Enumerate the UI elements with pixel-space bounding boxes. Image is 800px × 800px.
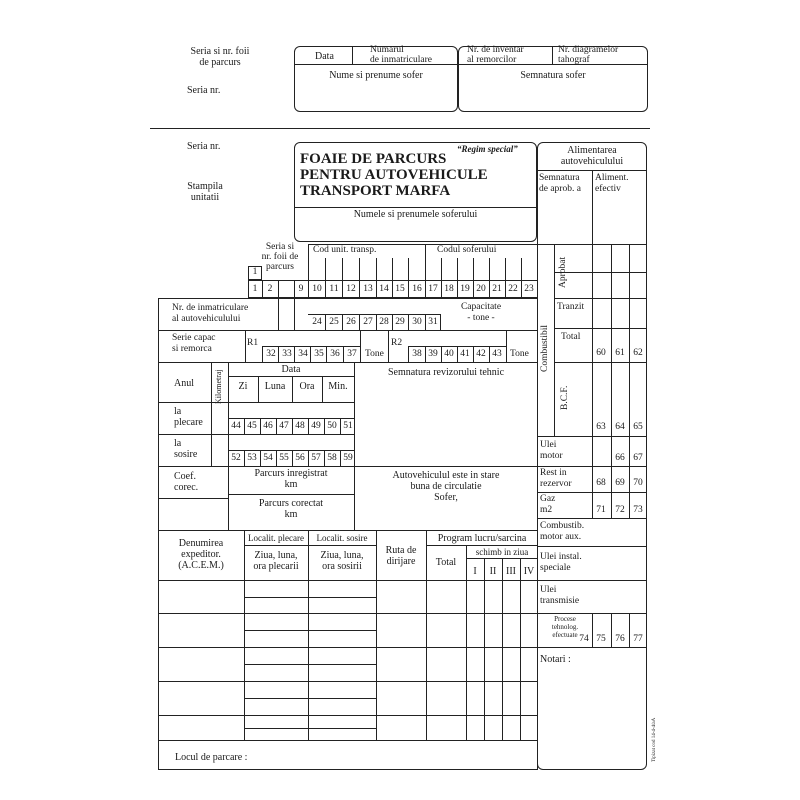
top-data-label: Data xyxy=(315,51,334,62)
cell-36: 36 xyxy=(330,349,340,359)
top-nr-diag-line2: tahograf xyxy=(558,55,590,65)
loc-plecare-label: Localit. plecare xyxy=(248,533,304,543)
cell-42: 42 xyxy=(476,349,486,359)
gaz-line2: m2 xyxy=(540,505,553,515)
stare-line3: Sofer, xyxy=(434,492,458,503)
schimb-II: II xyxy=(489,566,497,577)
la-sosire-line1: la xyxy=(174,438,182,449)
cell-23: 23 xyxy=(524,284,534,294)
tone-label-2: Tone xyxy=(510,349,529,359)
la-plecare-line1: la xyxy=(174,406,182,417)
cell-9: 9 xyxy=(298,284,304,294)
capacitate-line2: - tone - xyxy=(467,313,495,323)
ziua-plecarii-line2: ora plecarii xyxy=(253,561,299,572)
cell-24: 24 xyxy=(312,317,322,327)
seria-foii-grid-label xyxy=(257,242,303,272)
cod-unit-label: Cod unit. transp. xyxy=(313,245,377,255)
serie-capac-line1: Serie capac xyxy=(172,333,216,343)
cell-20: 20 xyxy=(476,284,486,294)
tone-label-1: Tone xyxy=(365,349,384,359)
la-sosire-line2: sosire xyxy=(174,449,198,460)
schimb-I: I xyxy=(473,566,477,577)
cell-66: 66 xyxy=(615,453,625,463)
procese-line1: Procese xyxy=(554,615,576,623)
denumirea-line3: (A.C.E.M.) xyxy=(178,560,224,571)
kilometraj-label: Kilometraj xyxy=(214,369,223,404)
grid-seria-line3: parcurs xyxy=(266,262,294,272)
cell-62: 62 xyxy=(633,348,643,358)
cell-17: 17 xyxy=(428,284,438,294)
coef-label xyxy=(174,471,198,493)
cell-74: 74 xyxy=(579,634,589,644)
aliment-line1: Aliment. xyxy=(595,173,629,183)
cell-69: 69 xyxy=(615,478,625,488)
ulei-instal-line1: Ulei instal. xyxy=(540,552,582,562)
cell-64: 64 xyxy=(615,422,625,432)
cell-38: 38 xyxy=(412,349,422,359)
comb-aux-label xyxy=(540,521,584,543)
grid-seria-line2: nr. foii de xyxy=(261,252,299,262)
ulei-trans-label xyxy=(540,585,579,607)
cell-32: 32 xyxy=(266,349,276,359)
ulei-instal-label xyxy=(540,552,582,574)
stare-line2: buna de circulatie xyxy=(410,481,482,492)
cell-13: 13 xyxy=(363,284,373,294)
nr-inm-line2: al autovehiculului xyxy=(172,314,241,324)
separator-line xyxy=(150,128,650,129)
cell-31: 31 xyxy=(428,317,438,327)
cell-49: 49 xyxy=(311,421,321,431)
schimb-IV: IV xyxy=(523,566,535,577)
coef-line1: Coef. xyxy=(174,471,196,482)
semn-aprob-line2: de aprob. a xyxy=(539,184,581,194)
ulei-motor-line2: motor xyxy=(540,451,563,461)
cell-2: 2 xyxy=(267,284,273,294)
cell-51: 51 xyxy=(343,421,353,431)
cell-41: 41 xyxy=(460,349,470,359)
cell-43: 43 xyxy=(492,349,502,359)
zi-label: Zi xyxy=(238,381,248,392)
left-stampila xyxy=(175,181,235,203)
title-line3: TRANSPORT MARFA xyxy=(300,183,451,199)
la-plecare-line2: plecare xyxy=(174,417,203,428)
seria-foii-line2: de parcurs xyxy=(199,57,241,68)
stampila-line2: unitatii xyxy=(190,192,220,203)
comb-aux-line1: Combustib. xyxy=(540,521,585,531)
cell-58: 58 xyxy=(327,453,337,463)
ziua-sosirii-label xyxy=(308,550,376,572)
cell-52: 52 xyxy=(231,453,241,463)
cell-73: 73 xyxy=(633,505,643,515)
cell-18: 18 xyxy=(444,284,454,294)
nume-soferului-label: Numele si prenumele soferului xyxy=(353,209,478,220)
cell-77: 77 xyxy=(633,634,643,644)
alimentarea-label xyxy=(537,145,647,167)
cell-22: 22 xyxy=(508,284,518,294)
cell-26: 26 xyxy=(346,317,356,327)
cell-11: 11 xyxy=(329,284,339,294)
ora-label: Ora xyxy=(299,381,315,392)
parcurs-inreg-label xyxy=(228,468,354,490)
anul-label: Anul xyxy=(174,378,194,389)
cell-1-top: 1 xyxy=(252,267,258,277)
parcurs-cor-line1: Parcurs corectat xyxy=(258,498,324,509)
rest-line1: Rest in xyxy=(540,468,567,478)
top-semnatura-sofer: Semnatura sofer xyxy=(520,70,586,81)
ulei-instal-line2: speciale xyxy=(540,563,571,573)
ulei-motor-label xyxy=(540,440,563,462)
data-label: Data xyxy=(281,364,301,375)
stampila-line1: Stampila xyxy=(187,181,223,192)
cell-29: 29 xyxy=(395,317,405,327)
stare-line1: Autovehiculul este in stare xyxy=(392,470,500,481)
cell-28: 28 xyxy=(379,317,389,327)
cell-35: 35 xyxy=(314,349,324,359)
top-nr-inm-line2: de inmatriculare xyxy=(370,55,432,65)
cell-46: 46 xyxy=(263,421,273,431)
cell-48: 48 xyxy=(295,421,305,431)
cell-60: 60 xyxy=(596,348,606,358)
cell-54: 54 xyxy=(263,453,273,463)
cell-19: 19 xyxy=(460,284,470,294)
aprobat-label: Aprobat xyxy=(558,256,568,288)
cod-sofer-label: Codul soferului xyxy=(437,245,497,255)
rest-line2: rezervor xyxy=(540,479,572,489)
schimb-label: schimb in ziua xyxy=(475,547,529,557)
gaz-line1: Gaz xyxy=(540,494,556,504)
total-label-bottom: Total xyxy=(435,557,457,568)
la-sosire-label xyxy=(174,438,197,460)
denumirea-line1: Denumirea xyxy=(178,538,224,549)
cell-45: 45 xyxy=(247,421,257,431)
cell-67: 67 xyxy=(633,453,643,463)
la-plecare-label xyxy=(174,406,203,428)
top-nr-diag-line1: Nr. diagramelor xyxy=(558,45,619,55)
semnatura-aprob xyxy=(539,173,581,195)
loc-sosire-label: Localit. sosire xyxy=(316,533,368,543)
cell-61: 61 xyxy=(615,348,625,358)
cell-63: 63 xyxy=(596,422,606,432)
alimentarea-line2: autovehiculului xyxy=(560,156,624,167)
top-nr-inv-line1: Nr. de inventar xyxy=(467,45,524,55)
cell-10: 10 xyxy=(312,284,322,294)
capacitate-line1: Capacitate xyxy=(460,302,502,312)
r2-label: R2 xyxy=(391,338,403,348)
procese-line2: tehnolog. xyxy=(551,623,579,631)
combustibil-label: Combustibil xyxy=(540,325,550,372)
total-label: Total xyxy=(561,332,581,342)
ulei-motor-line1: Ulei xyxy=(540,440,557,450)
locul-parcare-label: Locul de parcare : xyxy=(175,752,248,763)
procese-line3: efectuate xyxy=(552,631,578,639)
cell-34: 34 xyxy=(298,349,308,359)
regim-special: “Regim special” xyxy=(457,144,518,154)
tranzit-label: Tranzit xyxy=(557,302,585,312)
parcurs-inreg-line1: Parcurs inregistrat xyxy=(254,468,328,479)
r1-label: R1 xyxy=(247,338,259,348)
schimb-III: III xyxy=(506,566,516,577)
ulei-trans-line2: transmisie xyxy=(540,596,580,606)
cell-16: 16 xyxy=(412,284,422,294)
cell-14: 14 xyxy=(379,284,389,294)
rest-rezervor-label xyxy=(540,468,572,490)
cell-39: 39 xyxy=(428,349,438,359)
cell-33: 33 xyxy=(282,349,292,359)
semnatura-rev-label: Semnatura revizorului tehnic xyxy=(387,367,505,378)
ziua-sosirii-line2: ora sosirii xyxy=(322,561,362,572)
gaz-label xyxy=(540,494,555,516)
cell-56: 56 xyxy=(295,453,305,463)
cell-70: 70 xyxy=(633,478,643,488)
cell-76: 76 xyxy=(615,634,625,644)
parcurs-cor-label xyxy=(228,498,354,520)
title-line1: FOAIE DE PARCURS xyxy=(300,151,447,167)
left-seria-nr: Seria nr. xyxy=(187,141,221,152)
cell-40: 40 xyxy=(444,349,454,359)
grid-seria-line1: Seria si xyxy=(265,242,295,252)
cell-72: 72 xyxy=(615,505,625,515)
parcurs-inreg-line2: km xyxy=(284,479,298,490)
serie-capac-label xyxy=(172,333,216,355)
cell-59: 59 xyxy=(343,453,353,463)
bcf-label: B.C.F. xyxy=(560,385,570,410)
seria-foii-label xyxy=(160,46,280,68)
top-nume-sofer: Nume si prenume sofer xyxy=(329,70,423,81)
top-nr-inventar xyxy=(467,45,524,65)
cell-27: 27 xyxy=(363,317,373,327)
notari-label: Notari : xyxy=(540,654,571,665)
ziua-plecarii-line1: Ziua, luna, xyxy=(254,550,298,561)
denumirea-label xyxy=(158,538,244,571)
aliment-efectiv xyxy=(595,173,629,195)
nr-inm-label xyxy=(172,303,248,325)
top-nr-inv-line2: al remorcilor xyxy=(467,55,517,65)
cell-47: 47 xyxy=(279,421,289,431)
cell-15: 15 xyxy=(395,284,405,294)
ruta-line1: Ruta de xyxy=(385,545,417,556)
ulei-trans-line1: Ulei xyxy=(540,585,557,595)
parcurs-cor-line2: km xyxy=(284,509,298,520)
top-nr-inm-line1: Numarul xyxy=(370,45,404,55)
cell-25: 25 xyxy=(329,317,339,327)
top-nr-inmatriculare xyxy=(370,45,432,65)
cell-65: 65 xyxy=(633,422,643,432)
cell-1: 1 xyxy=(252,284,258,294)
cell-21: 21 xyxy=(492,284,502,294)
cell-55: 55 xyxy=(279,453,289,463)
cell-57: 57 xyxy=(311,453,321,463)
cell-71: 71 xyxy=(596,505,606,515)
capacitate-label xyxy=(424,302,538,324)
cell-68: 68 xyxy=(596,478,606,488)
stare-label xyxy=(354,470,538,503)
comb-aux-line2: motor aux. xyxy=(540,532,582,542)
serie-capac-line2: si remorca xyxy=(172,344,212,354)
denumirea-line2: expeditor. xyxy=(181,549,221,560)
seria-foii-line1: Seria si nr. foii xyxy=(190,46,250,57)
cell-30: 30 xyxy=(412,317,422,327)
cell-50: 50 xyxy=(327,421,337,431)
cell-44: 44 xyxy=(231,421,241,431)
title-line2: PENTRU AUTOVEHICULE xyxy=(300,167,488,183)
cell-37: 37 xyxy=(347,349,357,359)
aliment-line2: efectiv xyxy=(595,184,621,194)
ziua-sosirii-line1: Ziua, luna, xyxy=(320,550,364,561)
footer-tipar: Tipizat cod 14-4-4/aA xyxy=(652,717,657,762)
cell-12: 12 xyxy=(346,284,356,294)
cell-75: 75 xyxy=(596,634,606,644)
ziua-plecarii-label xyxy=(244,550,308,572)
ruta-line2: dirijare xyxy=(386,556,416,567)
cell-53: 53 xyxy=(247,453,257,463)
ruta-label xyxy=(376,545,426,567)
coef-line2: corec. xyxy=(174,482,199,493)
luna-label: Luna xyxy=(264,381,286,392)
alimentarea-line1: Alimentarea xyxy=(567,145,617,156)
semn-aprob-line1: Semnatura xyxy=(539,173,580,183)
program-label: Program lucru/sarcina xyxy=(437,533,527,544)
seria-nr-label: Seria nr. xyxy=(187,85,221,96)
top-nr-diagramelor xyxy=(558,45,618,65)
nr-inm-line1: Nr. de inmatriculare xyxy=(172,303,249,313)
min-label: Min. xyxy=(328,381,348,392)
